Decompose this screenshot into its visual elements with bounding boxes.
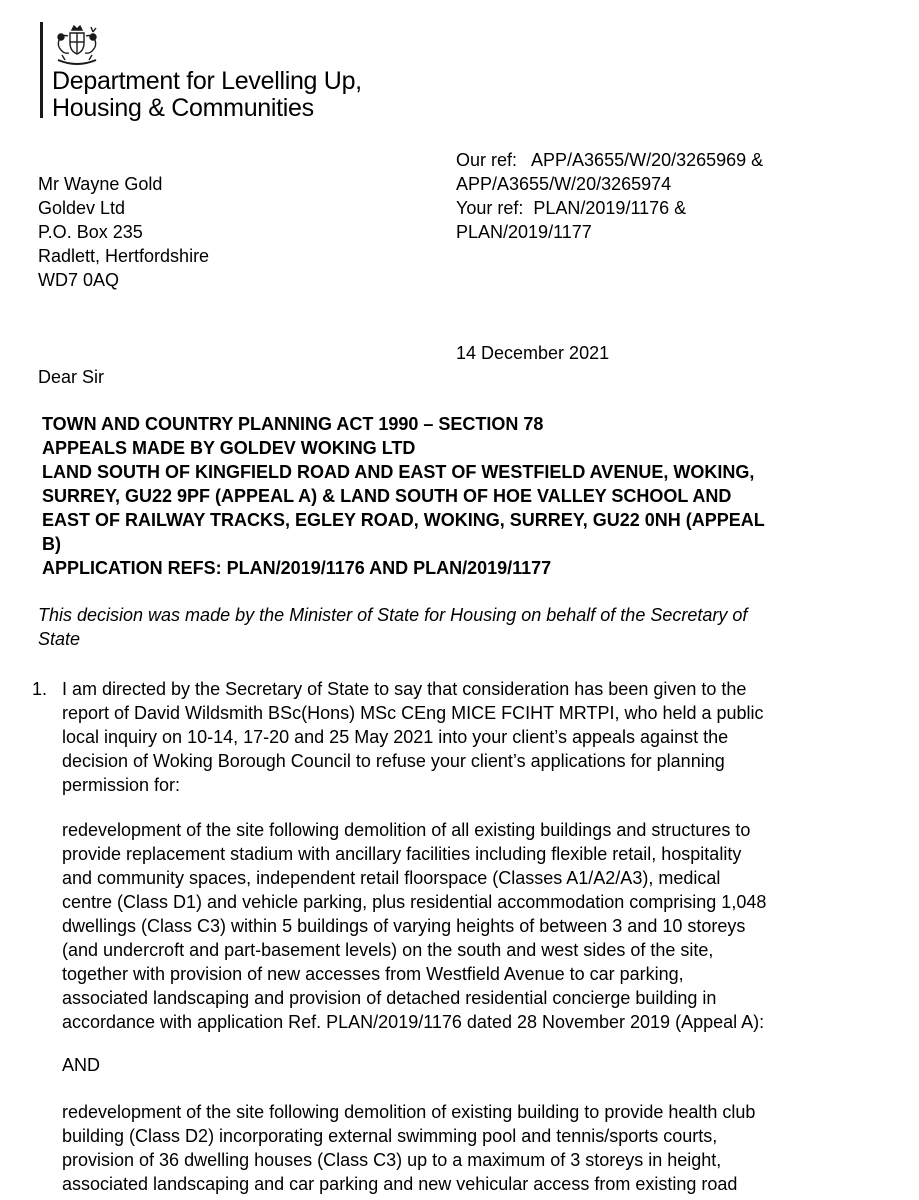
decision-note-line-2: State <box>38 629 81 649</box>
your-ref-line-1: Your ref: PLAN/2019/1176 & <box>456 198 687 218</box>
heading-line-3: LAND SOUTH OF KINGFIELD ROAD AND EAST OF WESTFIELD AVENUE, WOKING, <box>42 462 755 482</box>
and-separator: AND <box>62 1055 101 1075</box>
description-a-line: (and undercroft and part-basement levels) on the south and west sides of the site, <box>62 940 714 960</box>
department-name <box>52 68 362 122</box>
description-a-line: redevelopment of the site following demolition of all existing buildings and structures to <box>62 820 751 840</box>
our-ref-line-1: Our ref: APP/A3655/W/20/3265969 & <box>456 150 764 170</box>
heading-line-2: APPEALS MADE BY GOLDEV WOKING LTD <box>42 438 416 458</box>
description-b-line: building (Class D2) incorporating external swimming pool and tennis/sports courts, <box>62 1126 718 1146</box>
description-b-line: redevelopment of the site following demolition of existing building to provide health club <box>62 1102 756 1122</box>
recipient-name: Mr Wayne Gold <box>38 174 163 194</box>
royal-coat-of-arms-icon <box>52 24 102 68</box>
heading-line-6: B) <box>42 534 61 554</box>
our-ref-line-2: APP/A3655/W/20/3265974 <box>456 174 672 194</box>
recipient-address <box>38 172 418 292</box>
paragraph-1-line: local inquiry on 10-14, 17-20 and 25 May 2021 into your client’s appeals against the <box>62 727 729 747</box>
salutation: Dear Sir <box>38 367 105 387</box>
decision-note-line-1: This decision was made by the Minister of State for Housing on behalf of the Secretary of <box>38 605 748 625</box>
paragraph-1 <box>62 677 892 797</box>
description-a-line: centre (Class D1) and vehicle parking, plus residential accommodation comprising 1,048 <box>62 892 767 912</box>
heading-line-4: SURREY, GU22 9PF (APPEAL A) & LAND SOUTH OF HOE VALLEY SCHOOL AND <box>42 486 732 506</box>
recipient-postcode: WD7 0AQ <box>38 270 120 290</box>
paragraph-1-line: decision of Woking Borough Council to refuse your client’s applications for planning <box>62 751 725 771</box>
description-a-line: and community spaces, independent retail floorspace (Classes A1/A2/A3), medical <box>62 868 721 888</box>
paragraph-1-line: report of David Wildsmith BSc(Hons) MSc CEng MICE FCIHT MRTPI, who held a public <box>62 703 764 723</box>
description-b-line: provision of 36 dwelling houses (Class C3) up to a maximum of 3 storeys in height, <box>62 1150 722 1170</box>
reference-block <box>456 148 876 244</box>
description-a-line: dwellings (Class C3) within 5 buildings of varying heights of between 3 and 10 storeys <box>62 916 746 936</box>
development-description-b <box>62 1100 902 1196</box>
header-rule <box>40 22 43 118</box>
department-line-1: Department for Levelling Up, <box>52 67 362 95</box>
heading-line-5: EAST OF RAILWAY TRACKS, EGLEY ROAD, WOKING, SURREY, GU22 0NH (APPEAL <box>42 510 765 530</box>
letter-date: 14 December 2021 <box>456 343 610 363</box>
letter-heading <box>42 412 892 580</box>
heading-line-1: TOWN AND COUNTRY PLANNING ACT 1990 – SECTION 78 <box>42 414 544 434</box>
paragraph-1-line: permission for: <box>62 775 181 795</box>
decision-note <box>38 603 888 651</box>
paragraph-1-line: I am directed by the Secretary of State to say that consideration has been given to the <box>62 679 747 699</box>
description-a-line: provide replacement stadium with ancillary facilities including flexible retail, hospitality <box>62 844 742 864</box>
your-ref-line-2: PLAN/2019/1177 <box>456 222 592 242</box>
description-b-line: associated landscaping and car parking and new vehicular access from existing road <box>62 1174 738 1194</box>
department-line-2: Housing & Communities <box>52 94 314 122</box>
heading-line-7: APPLICATION REFS: PLAN/2019/1176 AND PLAN/2019/1177 <box>42 558 552 578</box>
development-description-a <box>62 818 902 1034</box>
description-a-line: together with provision of new accesses from Westfield Avenue to car parking, <box>62 964 684 984</box>
paragraph-number: 1. <box>32 679 48 699</box>
recipient-po-box: P.O. Box 235 <box>38 222 143 242</box>
recipient-company: Goldev Ltd <box>38 198 126 218</box>
description-a-line: accordance with application Ref. PLAN/2019/1176 dated 28 November 2019 (Appeal A): <box>62 1012 765 1032</box>
recipient-town: Radlett, Hertfordshire <box>38 246 210 266</box>
description-a-line: associated landscaping and provision of detached residential concierge building in <box>62 988 717 1008</box>
